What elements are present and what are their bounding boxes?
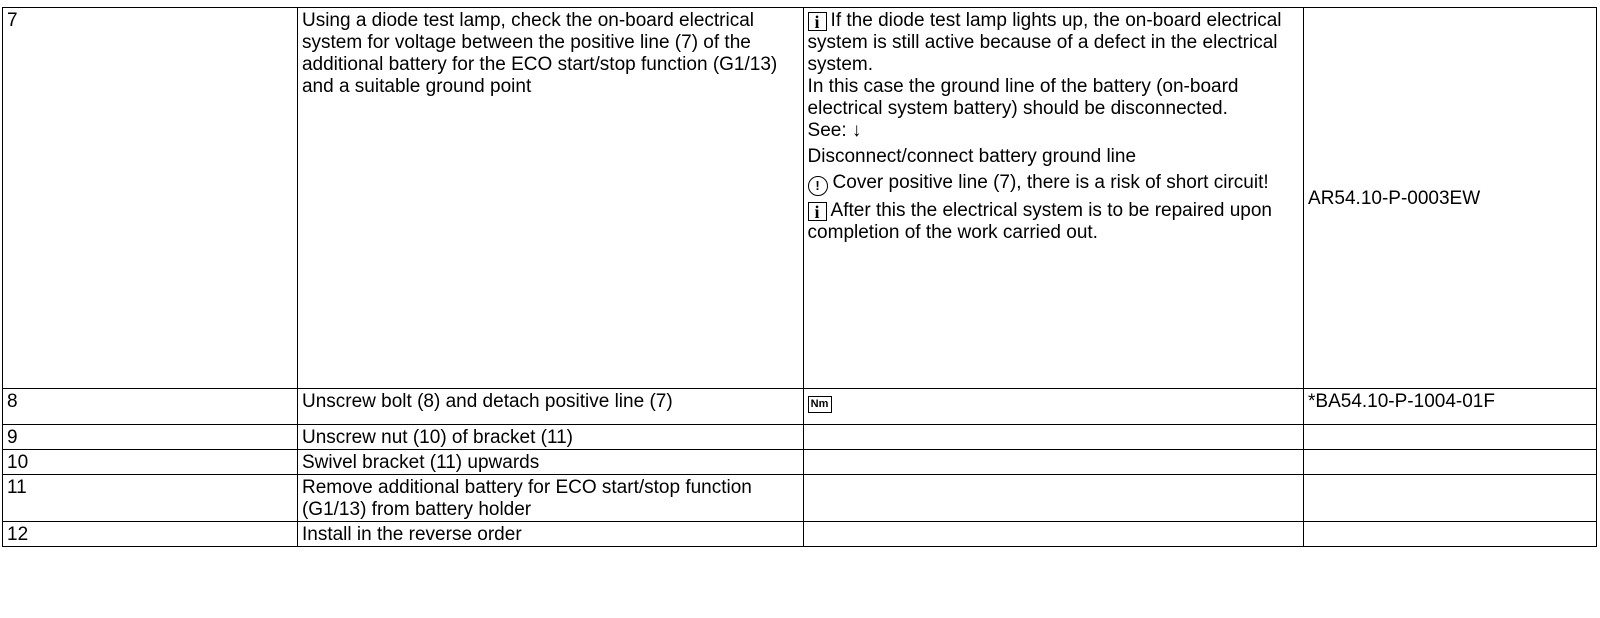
step-notes (803, 450, 1303, 475)
document-reference (1304, 450, 1597, 475)
step-number: 8 (3, 389, 298, 425)
case-note: In this case the ground line of the battery (on-board electrical system battery) should be disconnected. (807, 76, 1239, 119)
info-icon: i (808, 202, 827, 221)
document-reference (1304, 475, 1597, 522)
step-number: 11 (3, 475, 298, 522)
document-reference[interactable] (1304, 8, 1597, 389)
step-notes (803, 425, 1303, 450)
step-action: Unscrew bolt (8) and detach positive line (7) (297, 389, 803, 425)
step-action: Install in the reverse order (297, 522, 803, 547)
table-row (3, 450, 1597, 475)
info-icon: i (808, 12, 827, 31)
step-notes (803, 475, 1303, 522)
reference-code[interactable]: *BA54.10-P-1004-01F (1308, 391, 1495, 412)
table-row (3, 8, 1597, 389)
document-reference[interactable] (1304, 389, 1597, 425)
step-action: Using a diode test lamp, check the on-board electrical system for voltage between the positive line (7) of the additional battery for the ECO start/stop function (G1/13) and a suitable ground point (297, 8, 803, 389)
info-note-repair-text: After this the electrical system is to be repaired upon completion of the work carried out. (807, 200, 1272, 243)
step-action: Swivel bracket (11) upwards (297, 450, 803, 475)
step-notes (803, 389, 1303, 425)
info-note (808, 10, 1299, 76)
reference-code[interactable]: AR54.10-P-0003EW (1308, 188, 1481, 209)
warning-icon: ! (808, 176, 828, 196)
step-action: Unscrew nut (10) of bracket (11) (297, 425, 803, 450)
step-notes (803, 522, 1303, 547)
table-row (3, 389, 1597, 425)
torque-icon[interactable]: Nm (808, 396, 832, 413)
step-number: 10 (3, 450, 298, 475)
warning-note (808, 172, 1299, 196)
step-notes (803, 8, 1303, 389)
procedure-table (2, 7, 1597, 547)
step-action: Remove additional battery for ECO start/stop function (G1/13) from battery holder (297, 475, 803, 522)
table-row (3, 522, 1597, 547)
warning-note-text: Cover positive line (7), there is a risk of short circuit! (832, 172, 1269, 193)
step-number: 7 (3, 8, 298, 389)
see-note: See: ↓ (807, 120, 862, 141)
info-note-text: If the diode test lamp lights up, the on-board electrical system is still active because of a defect in the electrical system. (807, 10, 1282, 75)
step-number: 9 (3, 425, 298, 450)
table-row (3, 475, 1597, 522)
info-note-repair (808, 200, 1299, 244)
table-row (3, 425, 1597, 450)
step-number: 12 (3, 522, 298, 547)
document-reference (1304, 425, 1597, 450)
reference-link-text[interactable]: Disconnect/connect battery ground line (807, 146, 1137, 167)
document-reference (1304, 522, 1597, 547)
